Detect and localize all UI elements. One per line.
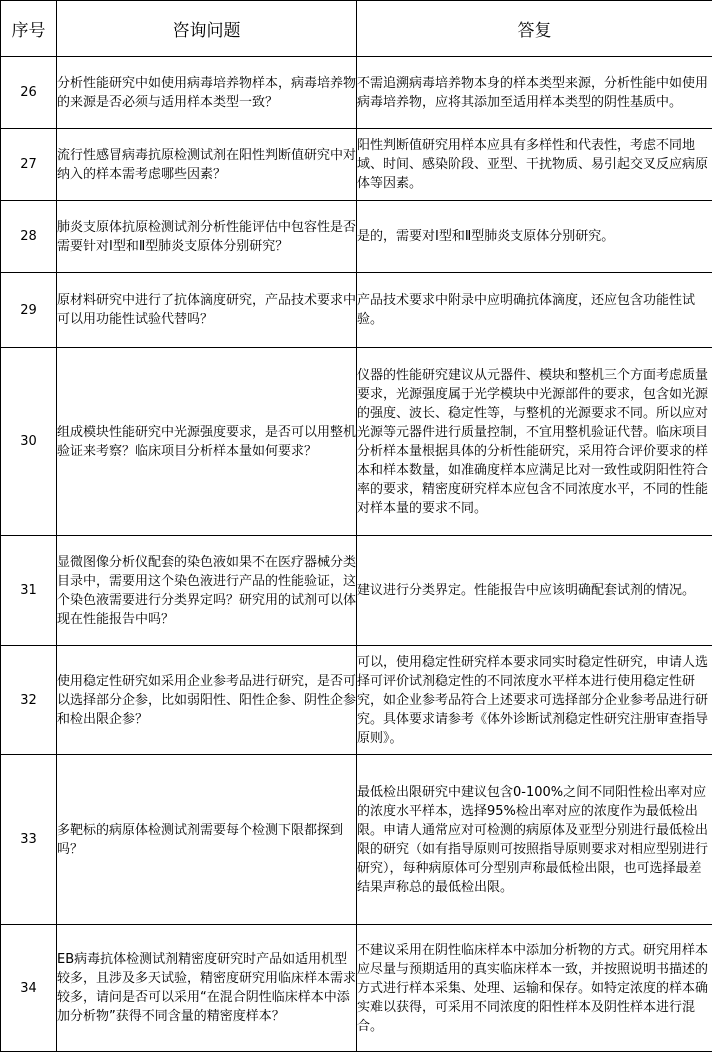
row-num: 26 <box>1 57 57 129</box>
row-question: 流行性感冒病毒抗原检测试剂在阳性判断值研究中对纳入的样本需考虑哪些因素？ <box>57 129 357 201</box>
row-question: 组成模块性能研究中光源强度要求，是否可以用整机验证来考察？临床项目分析样本量如何要求？ <box>57 348 357 536</box>
row-answer: 阳性判断值研究用样本应具有多样性和代表性，考虑不同地域、时间、感染阶段、亚型、干扰物质、易引起交叉反应病原体等因素。 <box>357 129 712 201</box>
row-answer: 建议进行分类界定。性能报告中应该明确配套试剂的情况。 <box>357 536 712 646</box>
row-num: 32 <box>1 646 57 755</box>
row-answer: 不需追溯病毒培养物本身的样本类型来源，分析性能中如使用病毒培养物，应将其添加至适用样本类型的阴性基质中。 <box>357 57 712 129</box>
table-row <box>1 755 712 925</box>
row-answer: 最低检出限研究中建议包含0-100%之间不同阳性检出率对应的浓度水平样本，选择95%检出率对应的浓度作为最低检出限。申请人通常应对可检测的病原体及亚型分别进行最低检出限的研究（如有指导原则可按照指导原则要求对相应型别进行研究），每种病原体可分型别声称最低检出限，也可选择最差结果声称总的最低检出限。 <box>357 755 712 925</box>
row-question: 显微图像分析仪配套的染色液如果不在医疗器械分类目录中，需要用这个染色液进行产品的性能验证，这个染色液需要进行分类界定吗？研究用的试剂可以体现在性能报告中吗？ <box>57 536 357 646</box>
row-question: 多靶标的病原体检测试剂需要每个检测下限都探到吗？ <box>57 755 357 925</box>
row-question: 肺炎支原体抗原检测试剂分析性能评估中包容性是否需要针对Ⅰ型和Ⅱ型肺炎支原体分别研究？ <box>57 201 357 273</box>
row-answer: 产品技术要求中附录中应明确抗体滴度，还应包含功能性试验。 <box>357 273 712 348</box>
table-row <box>1 925 712 1052</box>
table-row <box>1 57 712 129</box>
row-num: 29 <box>1 273 57 348</box>
header-row <box>1 1 712 57</box>
row-num: 33 <box>1 755 57 925</box>
row-answer: 不建议采用在阴性临床样本中添加分析物的方式。研究用样本应尽量与预期适用的真实临床样本一致，并按照说明书描述的方式进行样本采集、处理、运输和保存。如特定浓度的样本确实难以获得，可采用不同浓度的阳性样本及阴性样本进行混合。 <box>357 925 712 1052</box>
header-answer: 答复 <box>357 1 712 57</box>
header-num: 序号 <box>1 1 57 57</box>
table-row <box>1 536 712 646</box>
table-row <box>1 348 712 536</box>
row-num: 34 <box>1 925 57 1052</box>
row-answer: 仪器的性能研究建议从元器件、模块和整机三个方面考虑质量要求，光源强度属于光学模块中光源部件的要求，包含如光源的强度、波长、稳定性等，与整机的光源要求不同。所以应对光源等元器件进行质量控制，不宜用整机验证代替。临床项目分析样本量根据具体的分析性能研究，采用符合评价要求的样本和样本数量，如准确度样本应满足比对一致性或阴阳性符合率的要求，精密度研究样本应包含不同浓度水平，不同的性能对样本量的要求不同。 <box>357 348 712 536</box>
row-question: 原材料研究中进行了抗体滴度研究，产品技术要求中可以用功能性试验代替吗？ <box>57 273 357 348</box>
header-question: 咨询问题 <box>57 1 357 57</box>
row-question: 分析性能研究中如使用病毒培养物样本，病毒培养物的来源是否必须与适用样本类型一致？ <box>57 57 357 129</box>
row-num: 31 <box>1 536 57 646</box>
row-num: 30 <box>1 348 57 536</box>
table-row <box>1 273 712 348</box>
row-answer: 可以，使用稳定性研究样本要求同实时稳定性研究，申请人选择可评价试剂稳定性的不同浓度水平样本进行使用稳定性研究，如企业参考品符合上述要求可选择部分企业参考品进行研究。具体要求请参考《体外诊断试剂稳定性研究注册审查指导原则》。 <box>357 646 712 755</box>
table-row <box>1 646 712 755</box>
row-answer: 是的，需要对Ⅰ型和Ⅱ型肺炎支原体分别研究。 <box>357 201 712 273</box>
row-question: 使用稳定性研究如采用企业参考品进行研究，是否可以选择部分企参，比如弱阳性、阳性企参、阴性企参和检出限企参？ <box>57 646 357 755</box>
row-num: 27 <box>1 129 57 201</box>
row-num: 28 <box>1 201 57 273</box>
row-question: EB病毒抗体检测试剂精密度研究时产品如适用机型较多，且涉及多天试验，精密度研究用临床样本需求较多，请问是否可以采用“在混合阴性临床样本中添加分析物”获得不同含量的精密度样本？ <box>57 925 357 1052</box>
table-row <box>1 129 712 201</box>
table-row <box>1 201 712 273</box>
